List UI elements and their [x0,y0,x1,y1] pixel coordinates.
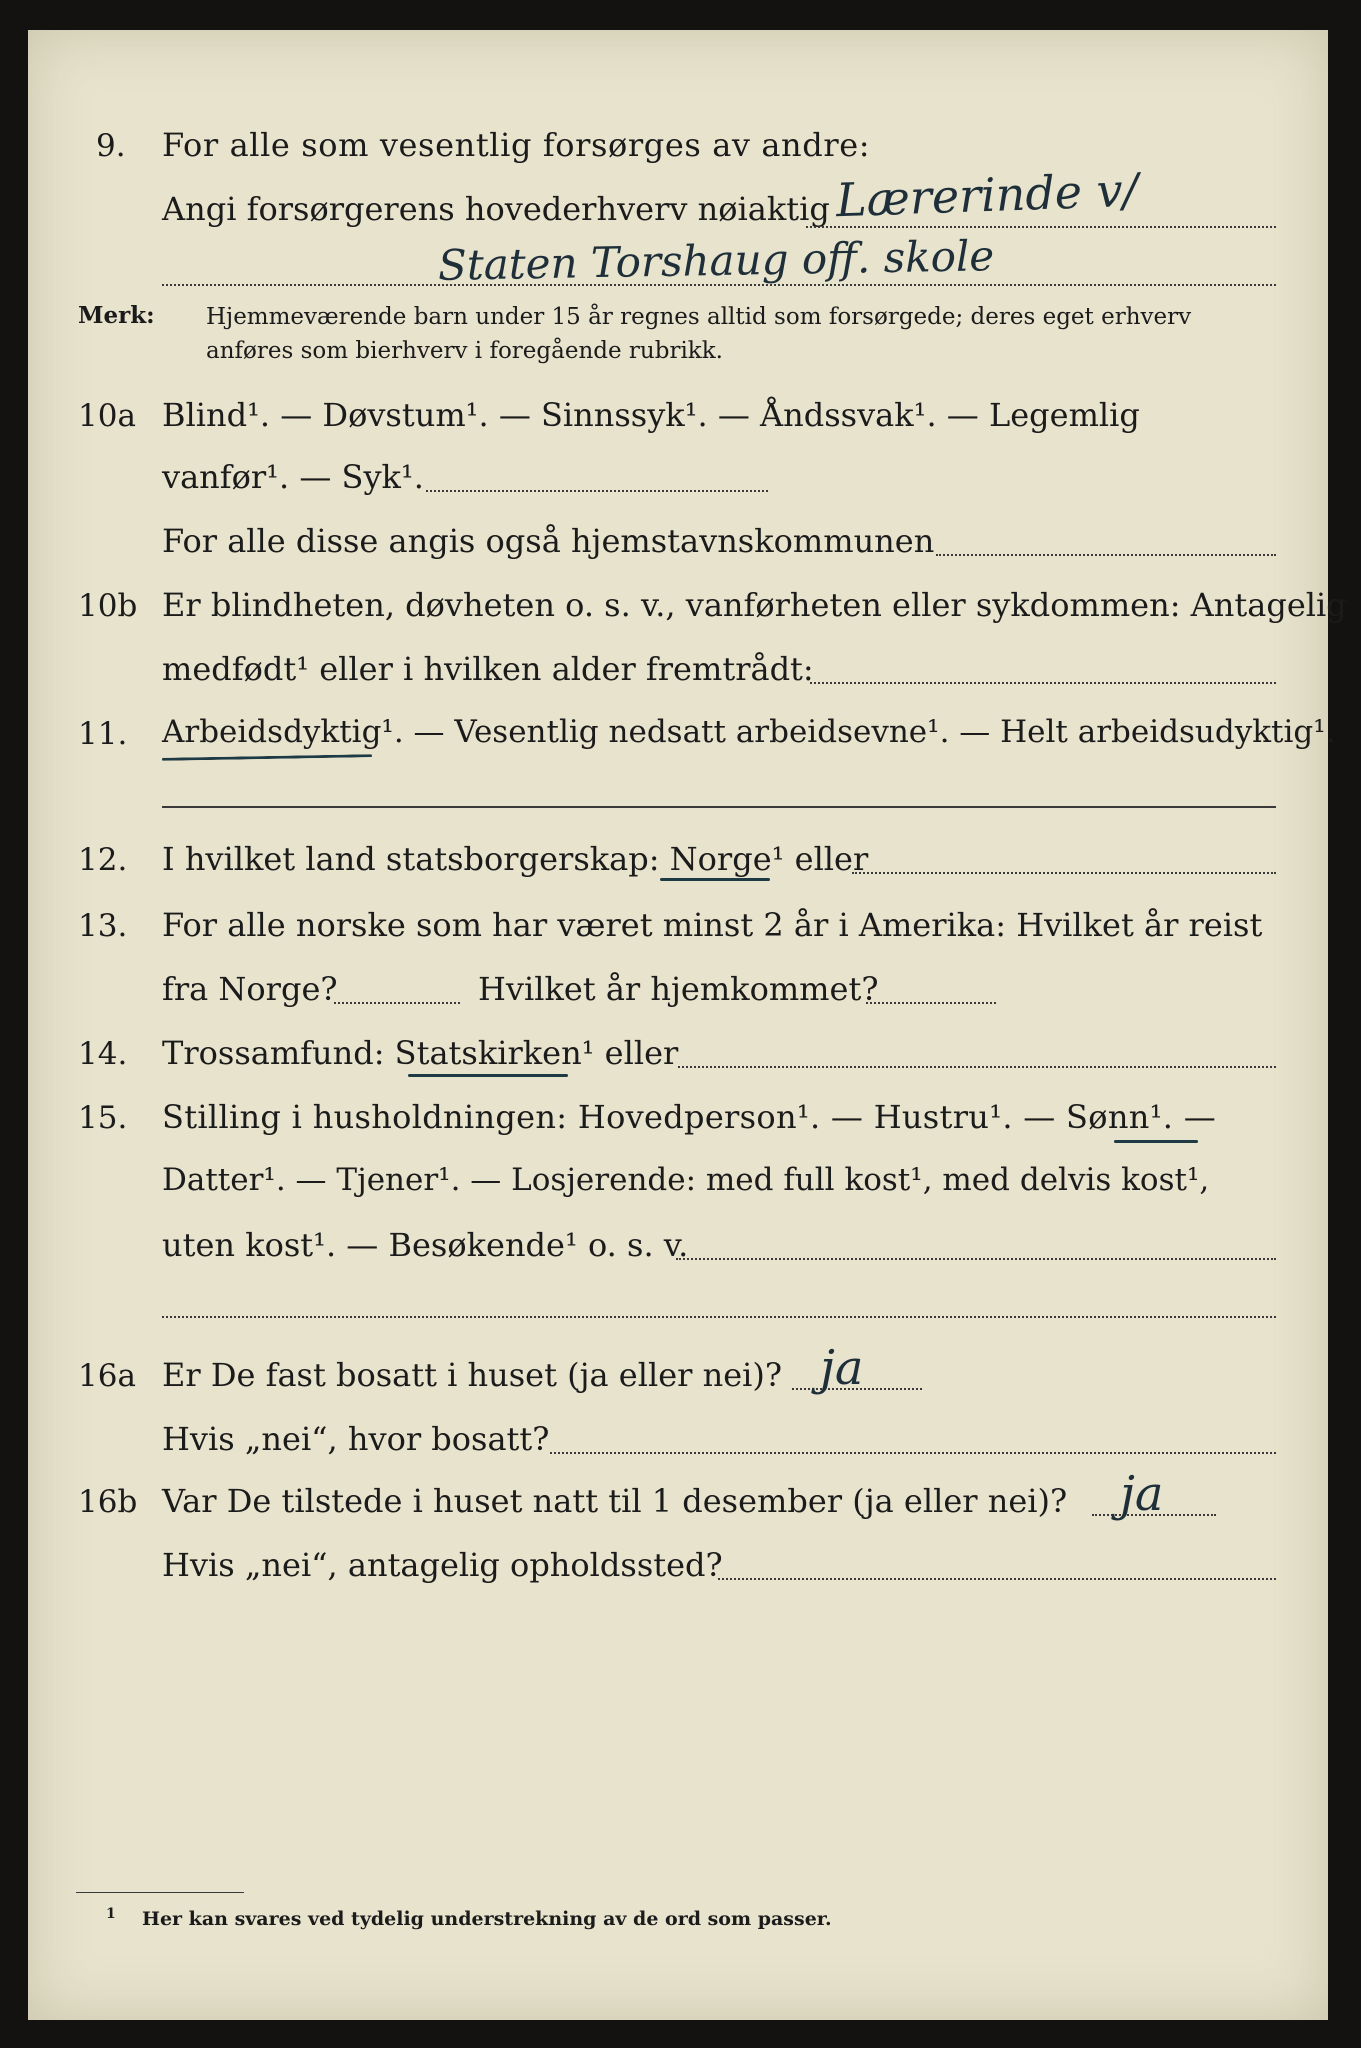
q16b-line2: Hvis „nei“, antagelig opholdssted? [162,1546,723,1584]
q14-answer-line [678,1066,1276,1068]
q9-handwritten-answer-2: Staten Torshaug off. skole [437,231,995,290]
q16a-handwritten-answer: ja [820,1340,864,1396]
q10b-line2: medfødt¹ eller i hvilken alder fremtrådt: [162,650,814,688]
q9-line2: Angi forsørgerens hovederhverv nøiaktig [162,190,830,228]
q16b-number: 16b [78,1484,138,1520]
q13-number: 13. [78,908,128,944]
q15-line1: Stilling i husholdningen: Hovedperson¹. — Hustru¹. — Sønn¹. — [162,1098,1217,1136]
q10a-line3: For alle disse angis også hjemstavnskommunen [162,522,935,560]
merk-line1: Hjemmeværende barn under 15 år regnes alltid som forsørgede; deres eget erhverv [206,304,1192,330]
q10b-line1: Er blindheten, døvheten o. s. v., vanførheten eller sykdommen: Antagelig [162,586,1347,624]
q12-line1: I hvilket land statsborgerskap: Norge¹ eller [162,840,869,878]
q14-line1: Trossamfund: Statskirken¹ eller [162,1034,679,1072]
q10a-number: 10a [78,398,136,434]
footnote-mark: 1 [106,1906,116,1922]
q16a-line1: Er De fast bosatt i huset (ja eller nei)? [162,1356,783,1394]
q9-line1: For alle som vesentlig forsørges av andre: [162,126,871,164]
q14-underline-statskirken [408,1074,568,1077]
q10a-line2: vanfør¹. — Syk¹. [162,458,424,496]
q12-answer-line [852,872,1276,874]
merk-line2: anføres som bierhverv i foregående rubrikk. [206,338,723,364]
q16a-line2: Hvis „nei“, hvor bosatt? [162,1420,550,1458]
q15-number: 15. [78,1100,128,1136]
q16b-line1: Var De tilstede i huset natt til 1 desember (ja eller nei)? [162,1482,1068,1520]
q16a-number: 16a [78,1358,136,1394]
q15-line3: uten kost¹. — Besøkende¹ o. s. v. [162,1226,689,1264]
q10a-line1: Blind¹. — Døvstum¹. — Sinnssyk¹. — Åndssvak¹. — Legemlig [162,396,1140,434]
q12-number: 12. [78,842,128,878]
q9-answer-line-1 [806,226,1276,228]
q15-line2: Datter¹. — Tjener¹. — Losjerende: med full kost¹, med delvis kost¹, [162,1162,1210,1198]
q11-number: 11. [78,716,128,752]
q13-line1: For alle norske som har været minst 2 år i Amerika: Hvilket år reist [162,906,1263,944]
q15-answer-line-2 [162,1316,1276,1318]
q16b-opholdssted-line [718,1578,1276,1580]
q11-line1: Arbeidsdyktig¹. — Vesentlig nedsatt arbeidsevne¹. — Helt arbeidsudyktig¹. [162,714,1336,750]
q10b-answer-line [810,682,1276,684]
q16a-bosatt-line [550,1452,1276,1454]
q16b-handwritten-answer: ja [1120,1466,1164,1522]
q11-answer-line [162,806,1276,808]
q10a-syk-line [426,490,768,492]
q9-number: 9. [96,128,126,164]
q15-underline-sonn [1114,1140,1198,1143]
footnote-text: Her kan svares ved tydelig understrekning av de ord som passer. [142,1908,832,1930]
q9-handwritten-answer-1: Lærerinde v/ [835,162,1139,228]
q10a-kommune-line [936,554,1276,556]
footnote-rule [76,1892,244,1893]
q13-hjemkommet-line [866,1002,996,1004]
merk-label: Merk: [78,302,155,329]
q14-number: 14. [78,1036,128,1072]
q13-line2b: Hvilket år hjemkommet? [478,970,879,1008]
q13-line2a: fra Norge? [162,970,338,1008]
q12-underline-norge [660,878,770,881]
q10b-number: 10b [78,588,138,624]
q13-reist-line [334,1002,460,1004]
q15-answer-line-1 [676,1258,1276,1260]
